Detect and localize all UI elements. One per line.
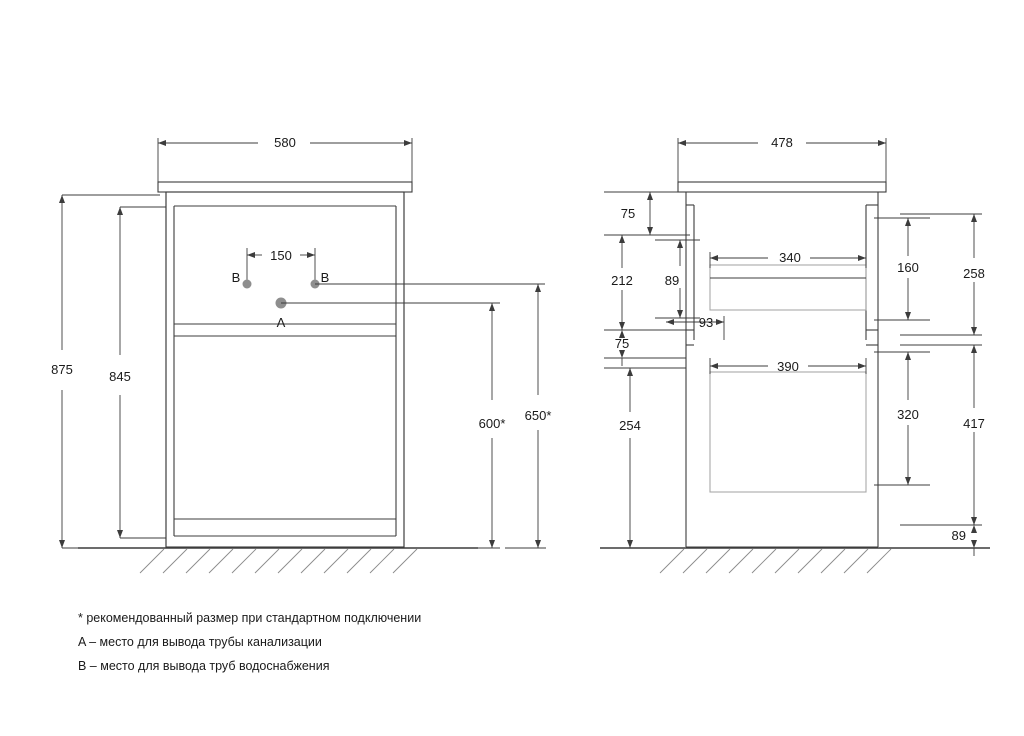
dim-front-width-label: 580 (274, 135, 296, 150)
dim-supply-spacing-label: 150 (270, 248, 292, 263)
dim-side-drawer-top-label: 212 (611, 273, 633, 288)
dim-supply-height-label: 650* (524, 408, 552, 423)
dim-drain-height-label: 600* (478, 416, 506, 431)
floor-hatch-side (660, 549, 891, 573)
dim-side-door-offset-label: 254 (619, 418, 641, 433)
dim-side-right-lower-label: 417 (963, 416, 985, 431)
dim-front-total-height-label: 875 (51, 362, 73, 377)
dim-side-door-inner-label: 320 (897, 407, 919, 422)
dim-side-mid-small (666, 316, 724, 340)
dim-side-drawer-width-label: 340 (779, 250, 801, 265)
legend (78, 606, 678, 678)
supply-point-left-label: B (231, 270, 241, 285)
legend-note-a: A – место для вывода трубы канализации (78, 635, 322, 649)
front-elevation (78, 182, 478, 548)
dim-side-right-lower (900, 345, 982, 525)
drain-point-label: A (276, 315, 286, 330)
dim-front-cabinet-height-label: 845 (109, 369, 131, 384)
dim-side-mid-small-label: 93 (698, 315, 714, 330)
dim-side-door-width-label: 390 (777, 359, 799, 374)
legend-note-star: * рекомендованный размер при стандартном подключении (78, 611, 422, 625)
dim-side-right-upper-label: 258 (963, 266, 985, 281)
supply-point-right-label: B (320, 270, 330, 285)
dim-side-bottom-offset-label: 89 (951, 528, 966, 543)
dim-side-top-offset (604, 192, 690, 235)
dim-side-depth-label: 478 (771, 135, 793, 150)
legend-note-b: B – место для вывода труб водоснабжения (78, 659, 330, 673)
dim-side-bottom-offset (900, 518, 982, 556)
dim-side-drawer-inner-label: 160 (897, 260, 919, 275)
dim-side-door-offset (604, 368, 686, 548)
dim-side-inner-top-label: 89 (664, 273, 680, 288)
supply-point-left (243, 280, 252, 289)
dim-side-mid-offset-label: 75 (614, 336, 630, 351)
front-extension-lines (281, 284, 545, 303)
dim-side-top-offset-label: 75 (620, 206, 636, 221)
floor-hatch-front (140, 549, 417, 573)
